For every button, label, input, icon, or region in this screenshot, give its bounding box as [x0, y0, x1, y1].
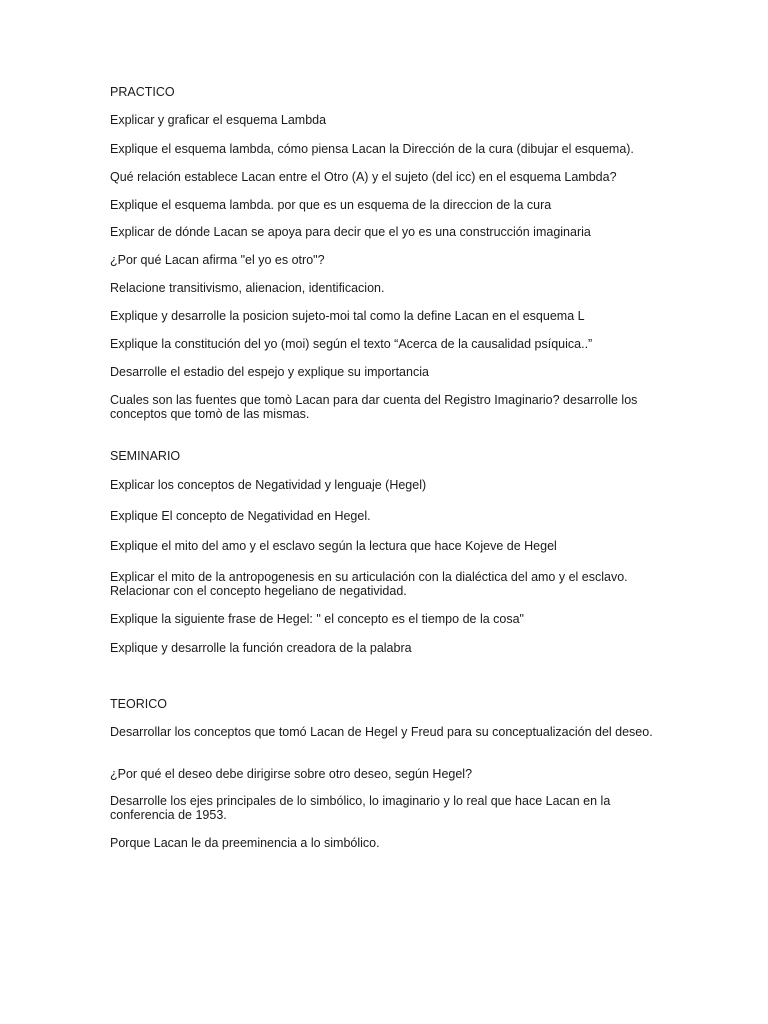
- question-item: Relacione transitivismo, alienacion, identificacion.: [110, 281, 385, 295]
- question-item: Explique la constitución del yo (moi) según el texto “Acerca de la causalidad psíquica..”: [110, 337, 593, 351]
- question-item: Qué relación establece Lacan entre el Otro (A) y el sujeto (del icc) en el esquema Lambda?: [110, 170, 617, 184]
- section-heading-teorico: TEORICO: [110, 697, 167, 711]
- section-heading-seminario: SEMINARIO: [110, 449, 181, 463]
- question-item: Explique el mito del amo y el esclavo según la lectura que hace Kojeve de Hegel: [110, 539, 557, 553]
- question-item: Desarrolle los ejes principales de lo simbólico, lo imaginario y lo real que hace Lacan en la conferencia de 1953.: [110, 794, 611, 822]
- question-item: Explicar el mito de la antropogenesis en su articulación con la dialéctica del amo y el esclavo. Relacionar con el concepto hegeliano de negatividad.: [110, 570, 628, 598]
- question-item: Explicar de dónde Lacan se apoya para decir que el yo es una construcción imaginaria: [110, 225, 591, 239]
- question-item: Explique el esquema lambda. por que es un esquema de la direccion de la cura: [110, 198, 552, 212]
- question-item: Porque Lacan le da preeminencia a lo simbólico.: [110, 836, 380, 850]
- question-item: Explique el esquema lambda, cómo piensa Lacan la Dirección de la cura (dibujar el esquema).: [110, 142, 634, 156]
- question-item: ¿Por qué el deseo debe dirigirse sobre otro deseo, según Hegel?: [110, 767, 473, 781]
- question-item: Explicar y graficar el esquema Lambda: [110, 113, 327, 127]
- question-item: Explicar los conceptos de Negatividad y lenguaje (Hegel): [110, 478, 427, 492]
- question-item: Desarrollar los conceptos que tomó Lacan de Hegel y Freud para su conceptualización del deseo.: [110, 725, 653, 739]
- question-item: Explique El concepto de Negatividad en Hegel.: [110, 509, 371, 523]
- section-heading-practico: PRACTICO: [110, 85, 175, 99]
- question-item: Desarrolle el estadio del espejo y explique su importancia: [110, 365, 429, 379]
- question-item: Explique y desarrolle la función creadora de la palabra: [110, 641, 412, 655]
- question-item: ¿Por qué Lacan afirma "el yo es otro"?: [110, 253, 325, 267]
- question-item: Cuales son las fuentes que tomò Lacan para dar cuenta del Registro Imaginario? desarrolle los conceptos que tomò de las mismas.: [110, 393, 638, 421]
- question-item: Explique la siguiente frase de Hegel: " el concepto es el tiempo de la cosa": [110, 612, 524, 626]
- question-item: Explique y desarrolle la posicion sujeto-moi tal como la define Lacan en el esquema L: [110, 309, 585, 323]
